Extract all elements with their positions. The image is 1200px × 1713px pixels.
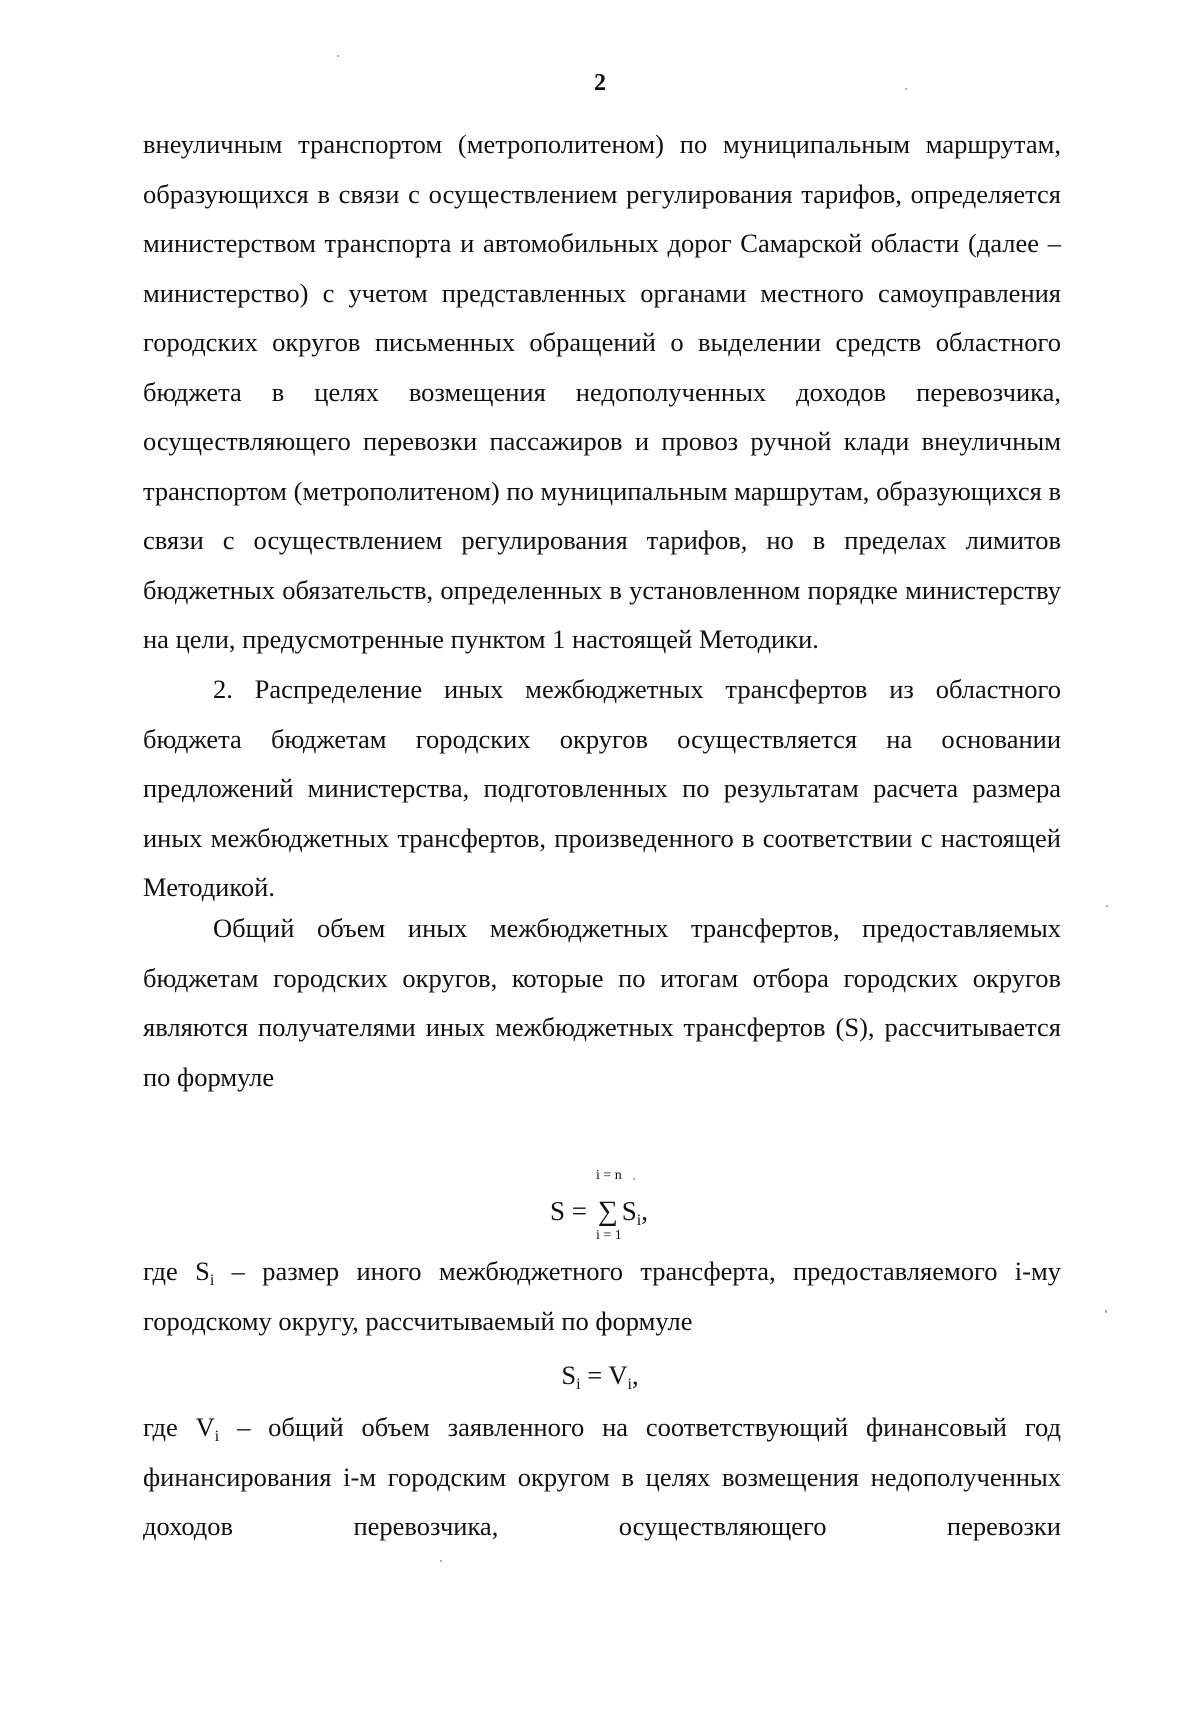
paragraph-vi-definition [143,1403,1061,1552]
si-tail: , [631,1360,639,1390]
si-rhs-subscript: i [627,1376,632,1393]
vi-def-prefix: где V [143,1412,215,1442]
si-lhs: S [561,1360,577,1390]
sum-lower-limit: i = 1 [596,1228,622,1243]
si-def-prefix: где S [143,1256,210,1286]
scan-speck [337,55,339,57]
si-eq: = V [580,1360,628,1390]
scan-speck [905,88,907,90]
formula-si-equals-vi [0,1360,1200,1391]
sum-tail: , [641,1196,648,1226]
paragraph-total-volume: Общий объем иных межбюджетных трансфертов, предоставляемых бюджетам городских округов, которые по итогам отбора городских округов являются получателями иных межбюджетных трансфертов (S), рассчитывается по формуле [143,913,1061,1092]
formula-total-sum [0,1168,1200,1248]
sum-lhs: S = [550,1196,594,1226]
si-def-subscript: i [209,1272,215,1289]
vi-def-text: – общий объем заявленного на соответствующий финансовый год финансирования i-м городским округом в целях возмещения недополученных доходов перевозчика, осуществляющего перевозки [143,1412,1062,1541]
paragraph-2-distribution: 2. Распределение иных межбюджетных трансфертов из областного бюджета бюджетам городских округов осуществляется на основании предложений министерства, подготовленных по результатам расчета размера иных межбюджетных трансфертов, произведенного в соответствии с настоящей Методикой. [143,674,1061,902]
si-def-text: – размер иного межбюджетного трансферта, предоставляемого i-му городскому округу, рассчитываемый по формуле [143,1256,1061,1336]
sum-term-subscript: i [636,1212,642,1229]
paragraph-si-definition [143,1247,1061,1346]
sum-term: S [621,1196,637,1226]
paragraph-continuation: внеуличным транспортом (метрополитеном) по муниципальным маршрутам, образующихся в связи с осуществлением регулирования тарифов, определяется министерством транспорта и автомобильных дорог Самарской области (далее – министерство) с учетом представленных органами местного самоуправления городских округов письменных обращений о выделении средств областного бюджета в целях возмещения недополученных доходов перевозчика, осуществляющего перевозки пассажиров и провоз ручной клади внеуличным транспортом (метрополитеном) по муниципальным маршрутам, образующихся в связи с осуществлением регулирования тарифов, но в пределах лимитов бюджетных обязательств, определенных в установленном порядке министерству на цели, предусмотренные пунктом 1 настоящей Методики. [143,129,1061,654]
page-number: 2 [594,70,606,96]
scan-speck [1106,905,1108,907]
scan-speck [440,1560,442,1562]
scan-speck [633,1178,635,1180]
vi-def-subscript: i [214,1428,220,1445]
si-lhs-subscript: i [576,1376,581,1393]
sum-upper-limit: i = n [596,1168,622,1183]
sigma-symbol: ∑ [597,1196,618,1227]
scan-speck [1105,1310,1107,1313]
